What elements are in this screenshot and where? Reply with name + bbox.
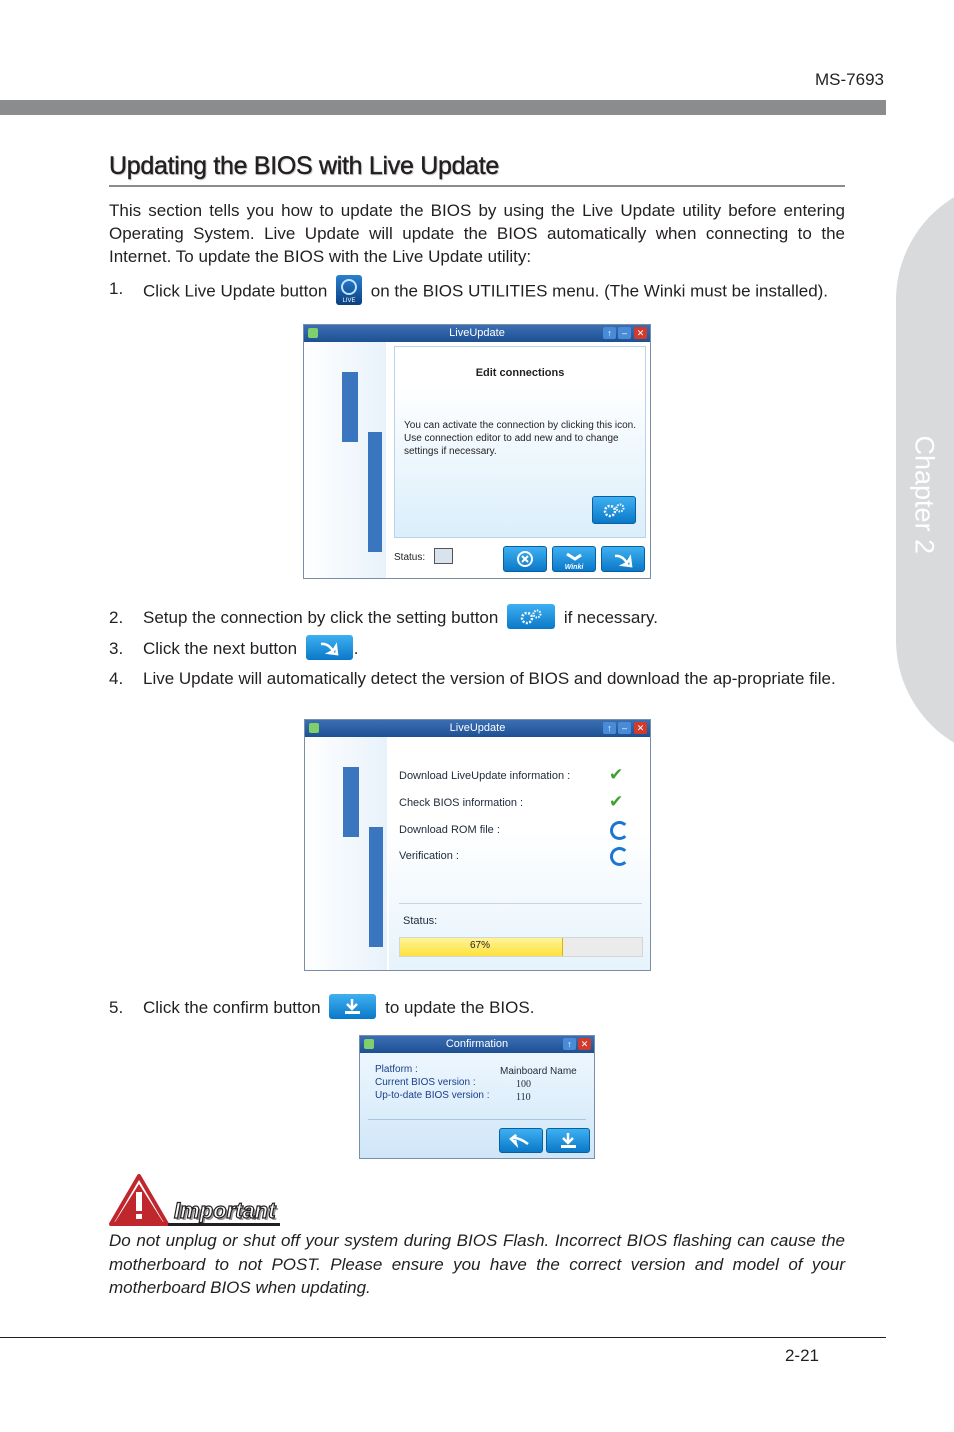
winki-button[interactable]	[552, 546, 596, 572]
winki-label: Winki	[564, 564, 584, 571]
help-icon[interactable]: ↑	[603, 722, 616, 734]
panel-body: You can activate the connection by clicking this icon. Use connection editor to add new and to change settings if necessary.	[404, 420, 636, 457]
step-1	[109, 277, 845, 323]
live-update-logo	[305, 737, 387, 970]
latest-bios-value: 110	[516, 1092, 531, 1103]
step-text	[143, 996, 845, 1021]
row-check-bios: Check BIOS information :	[399, 797, 524, 809]
close-icon[interactable]: ✕	[634, 327, 647, 339]
title-rule	[109, 185, 845, 187]
confirmation-window	[359, 1035, 595, 1159]
check-icon: ✔	[609, 792, 624, 811]
app-icon	[364, 1039, 374, 1049]
row-download-rom: Download ROM file :	[399, 824, 500, 836]
minimize-icon[interactable]: –	[618, 722, 631, 734]
close-icon[interactable]: ✕	[634, 722, 647, 734]
important-text: Do not unplug or shut off your system during BIOS Flash. Incorrect BIOS flashing can cause the motherboard to not POST. Please ensure you have the correct version and model of your motherboard BIOS when updating.	[109, 1231, 845, 1297]
latest-bios-label: Up-to-date BIOS version :	[375, 1090, 490, 1101]
liveupdate-window-connections	[303, 324, 651, 579]
header-bar	[0, 100, 886, 115]
liveupdate-window-progress	[304, 719, 651, 971]
live-icon-text: LIVE	[342, 298, 356, 304]
confirm-button-icon	[329, 994, 376, 1019]
step-number: 3.	[109, 639, 124, 658]
progress-panel	[389, 737, 650, 970]
live-update-logo-art	[313, 757, 383, 957]
arrow-icon	[567, 554, 581, 559]
important-underline	[168, 1223, 280, 1226]
settings-button-icon	[507, 604, 555, 629]
status-label: Status:	[403, 915, 438, 927]
warning-icon	[109, 1174, 169, 1226]
step-text-after: .	[353, 639, 359, 658]
step-number: 5.	[109, 998, 124, 1017]
step-number: 2.	[109, 608, 124, 627]
download-icon	[563, 1133, 573, 1143]
step-text	[143, 277, 845, 307]
panel-heading: Edit connections	[475, 367, 565, 379]
progress-text: 67%	[469, 940, 490, 951]
intro-paragraph: This section tells you how to update the BIOS by using the Live Update utility before entering Operating System. Live Update will update the BIOS automatically when connecting to the Internet. To update the BIOS with the Live Update utility:	[109, 201, 845, 266]
step-text-after: on the BIOS UTILITIES menu. (The Winki must be installed).	[370, 281, 829, 301]
refresh-icon	[610, 821, 629, 840]
step-4	[109, 667, 845, 713]
live-update-logo	[304, 342, 386, 578]
step-text: Live Update will automatically detect the version of BIOS and download the ap-propriate file.	[143, 669, 836, 688]
app-icon	[308, 328, 318, 338]
network-icon	[434, 548, 453, 564]
app-icon	[309, 723, 319, 733]
check-icon: ✔	[609, 765, 624, 784]
live-update-button-icon	[336, 275, 362, 305]
progress-bar	[399, 937, 643, 957]
step-text-before: Click the confirm button	[143, 998, 321, 1017]
chapter-label: Chapter 2	[909, 435, 940, 555]
window-title: LiveUpdate	[449, 722, 506, 734]
step-text	[143, 606, 845, 631]
step-text-before: Click Live Update button	[143, 281, 328, 301]
step-text-after: if necessary.	[563, 608, 658, 627]
step-text	[143, 637, 845, 662]
next-arrow-icon	[615, 556, 631, 566]
close-icon[interactable]: ✕	[578, 1038, 591, 1050]
help-icon[interactable]: ↑	[603, 327, 616, 339]
model-number: MS-7693	[815, 70, 884, 89]
edit-connections-panel	[394, 346, 646, 538]
cancel-button[interactable]	[503, 546, 547, 572]
step-text-before: Click the next button	[143, 639, 298, 658]
platform-label: Platform :	[375, 1064, 418, 1075]
next-button[interactable]	[601, 546, 645, 572]
gear-icon	[605, 506, 615, 516]
settings-button[interactable]	[592, 496, 636, 524]
window-titlebar	[305, 720, 650, 737]
important-label: Important	[174, 1198, 276, 1223]
current-bios-value: 100	[516, 1079, 531, 1090]
step-5	[109, 996, 845, 1022]
step-text-before: Setup the connection by click the setting button	[143, 608, 499, 627]
confirm-button[interactable]	[546, 1128, 590, 1153]
minimize-icon[interactable]: –	[618, 327, 631, 339]
step-number: 4.	[109, 669, 124, 688]
window-titlebar	[304, 325, 650, 342]
row-download-info: Download LiveUpdate information :	[399, 770, 571, 782]
refresh-icon	[610, 847, 629, 866]
live-update-logo-art	[312, 362, 382, 562]
back-arrow-icon	[511, 1135, 528, 1144]
current-bios-label: Current BIOS version :	[375, 1077, 476, 1088]
divider	[368, 1119, 586, 1120]
footer-rule	[0, 1337, 886, 1338]
next-button-icon	[306, 635, 353, 660]
step-number: 1.	[109, 279, 124, 298]
window-title: Confirmation	[445, 1038, 509, 1050]
step-2	[109, 606, 845, 632]
page-number: 2-21	[784, 1346, 819, 1365]
step-text-after: to update the BIOS.	[385, 998, 535, 1017]
help-icon[interactable]: ↑	[563, 1038, 576, 1050]
divider	[399, 903, 642, 904]
section-title: Updating the BIOS with Live Update	[109, 152, 500, 180]
step-3	[109, 637, 845, 663]
status-label: Status:	[394, 552, 426, 563]
window-title: LiveUpdate	[449, 327, 505, 339]
row-verification: Verification :	[399, 850, 459, 862]
back-button[interactable]	[499, 1128, 543, 1153]
window-titlebar	[360, 1036, 594, 1053]
platform-value: Mainboard Name	[500, 1066, 577, 1077]
